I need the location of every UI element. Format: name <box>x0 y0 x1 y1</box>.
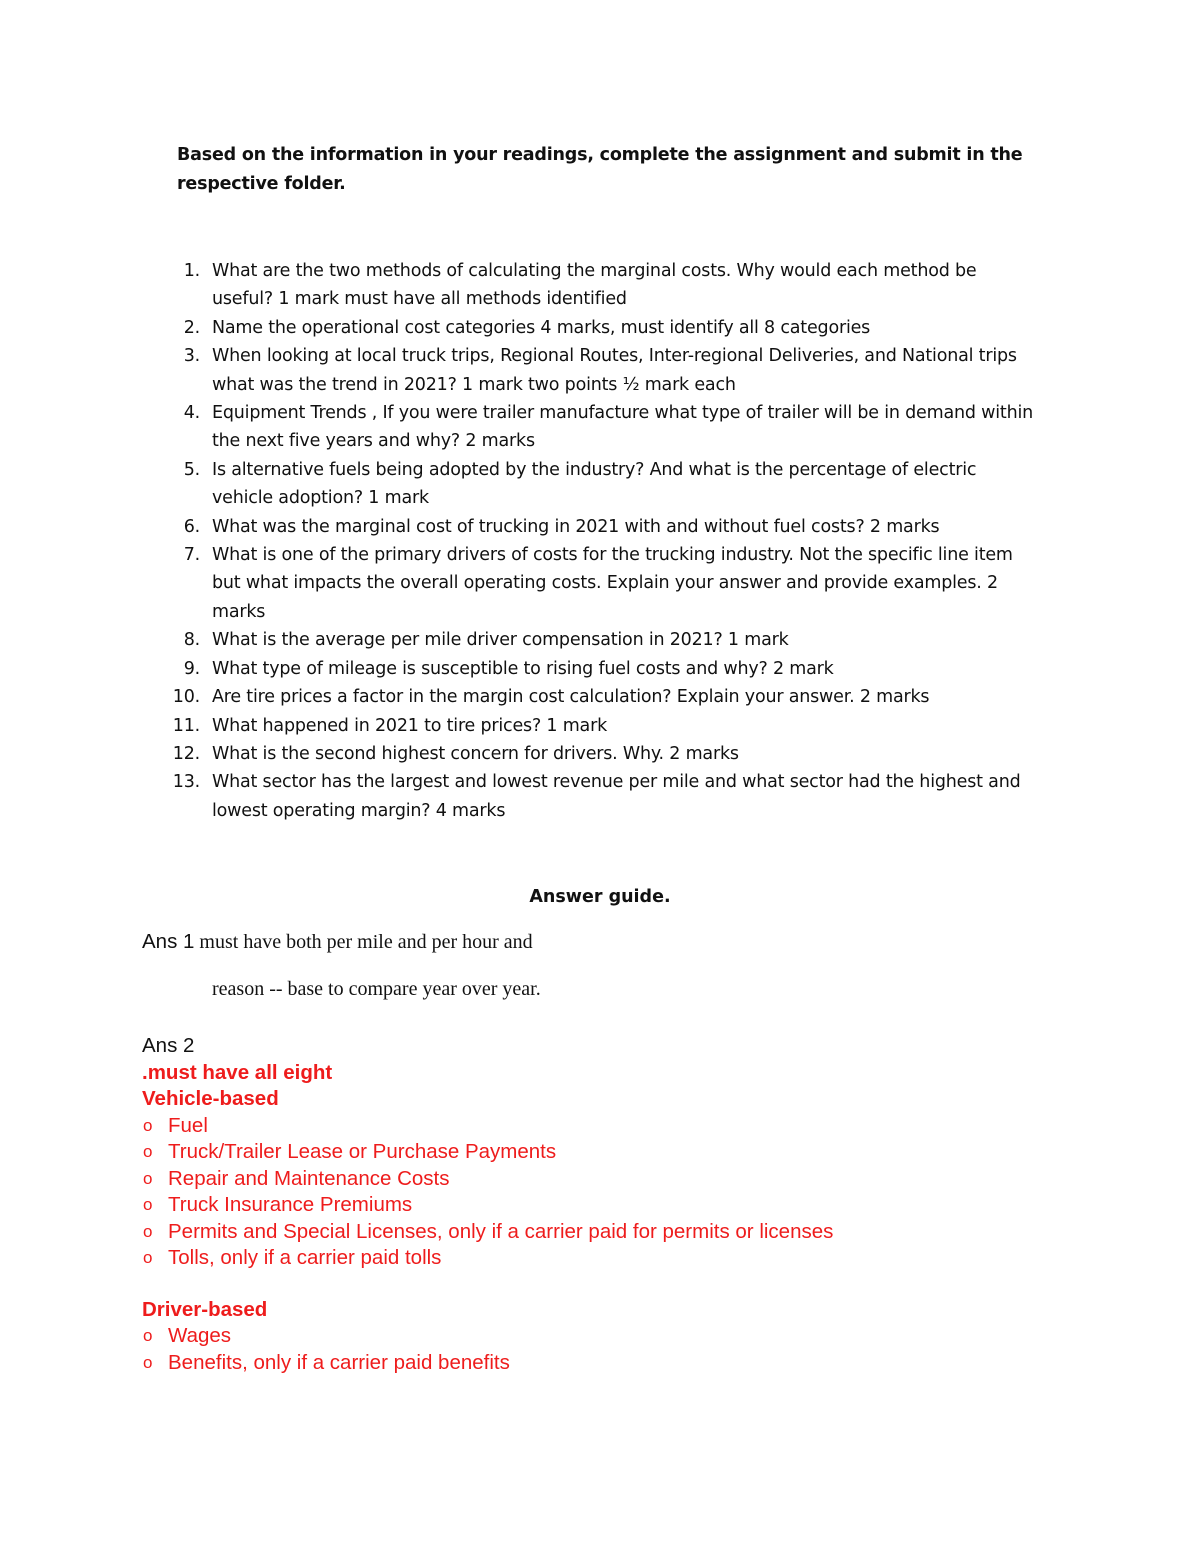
question-item <box>150 768 1040 825</box>
question-text: What happened in 2021 to tire prices? 1 mark <box>212 715 607 736</box>
section-spacer <box>142 1272 1122 1297</box>
bullet-icon: o <box>143 1168 153 1188</box>
answer-1 <box>142 930 533 954</box>
bullet-icon: o <box>143 1142 153 1161</box>
list-item-text: Fuel <box>168 1113 208 1137</box>
question-item <box>150 683 1040 711</box>
question-text: Are tire prices a factor in the margin cost calculation? Explain your answer. 2 marks <box>212 687 930 708</box>
list-item-text: Truck/Trailer Lease or Purchase Payments <box>168 1140 557 1163</box>
question-text: What are the two methods of calculating the marginal costs. Why would each method be useful? 1 mark must have all methods identified <box>212 261 977 310</box>
question-text: What sector has the largest and lowest revenue per mile and what sector had the highest and lowest operating margin? 4 marks <box>212 772 1021 821</box>
driver-based-list <box>142 1323 1122 1376</box>
question-item <box>150 712 1040 740</box>
question-text: What is the average per mile driver compensation in 2021? 1 mark <box>212 630 789 651</box>
answer-1-reason: reason -- base to compare year over year. <box>212 978 541 1000</box>
question-item <box>150 314 1040 342</box>
question-number: 2. <box>183 317 200 338</box>
question-number: 5. <box>183 459 200 480</box>
question-list <box>150 257 1040 825</box>
question-item <box>150 513 1040 541</box>
list-item-text: Permits and Special Licenses, only if a carrier paid for permits or licenses <box>168 1219 834 1243</box>
question-number: 11. <box>172 715 200 736</box>
question-number: 9. <box>183 658 200 679</box>
list-item <box>142 1113 1122 1140</box>
answer-guide-title: Answer guide. <box>529 887 671 907</box>
question-number: 4. <box>183 403 200 424</box>
question-number: 7. <box>183 545 200 566</box>
question-number: 12. <box>172 743 200 764</box>
question-number: 6. <box>183 516 200 537</box>
question-number: 13. <box>172 772 200 793</box>
question-item <box>150 626 1040 654</box>
question-item <box>150 257 1040 314</box>
list-item-text: Wages <box>168 1324 232 1347</box>
vehicle-based-heading: Vehicle-based <box>142 1087 279 1110</box>
question-item <box>150 456 1040 513</box>
answer-2 <box>142 1033 1122 1376</box>
driver-based-heading: Driver-based <box>142 1297 268 1321</box>
question-text: Is alternative fuels being adopted by the industry? And what is the percentage of electric vehicle adoption? 1 mark <box>212 459 977 509</box>
list-item <box>142 1219 1122 1246</box>
question-text: Name the operational cost categories 4 marks, must identify all 8 categories <box>212 317 871 338</box>
list-item-text: Benefits, only if a carrier paid benefits <box>168 1350 510 1374</box>
question-text: What type of mileage is susceptible to rising fuel costs and why? 2 mark <box>212 658 834 679</box>
bullet-icon: o <box>143 1195 153 1214</box>
question-text: Equipment Trends , If you were trailer manufacture what type of trailer will be in demand within the next five years and why? 2 marks <box>212 403 1034 452</box>
question-text: What is the second highest concern for drivers. Why. 2 marks <box>212 743 739 764</box>
bullet-icon: o <box>143 1115 153 1135</box>
list-item-text: Truck Insurance Premiums <box>168 1193 413 1216</box>
bullet-icon: o <box>143 1352 153 1372</box>
question-item <box>150 399 1040 456</box>
question-number: 3. <box>183 346 200 367</box>
bullet-icon: o <box>143 1326 153 1345</box>
answer-2-note: .must have all eight <box>142 1060 333 1084</box>
list-item <box>142 1350 1122 1377</box>
list-item <box>142 1192 1122 1219</box>
bullet-icon: o <box>143 1248 153 1267</box>
vehicle-based-list <box>142 1113 1122 1272</box>
list-item-text: Tolls, only if a carrier paid tolls <box>168 1246 442 1269</box>
question-number: 8. <box>183 630 200 651</box>
list-item <box>142 1139 1122 1166</box>
bullet-icon: o <box>143 1221 153 1241</box>
list-item <box>142 1245 1122 1272</box>
question-text: What was the marginal cost of trucking in 2021 with and without fuel costs? 2 marks <box>212 516 940 537</box>
question-item <box>150 740 1040 768</box>
answer-1-text: must have both per mile and per hour and <box>194 931 533 953</box>
question-number: 1. <box>183 261 200 281</box>
question-text: What is one of the primary drivers of costs for the trucking industry. Not the specific line item but what impacts the overall operating costs. Explain your answer and provide examples. 2 marks <box>212 545 1013 622</box>
question-text: When looking at local truck trips, Regional Routes, Inter-regional Deliveries, and National trips what was the trend in 2021? 1 mark two points ½ mark each <box>212 346 1017 395</box>
list-item <box>142 1323 1122 1350</box>
question-item <box>150 655 1040 683</box>
answer-1-label: Ans 1 <box>142 930 195 953</box>
question-item <box>150 541 1040 626</box>
list-item-text: Repair and Maintenance Costs <box>168 1166 450 1190</box>
assignment-instructions: Based on the information in your readings, complete the assignment and submit in the respective folder. <box>177 145 1023 194</box>
list-item <box>142 1166 1122 1193</box>
question-item <box>150 342 1040 399</box>
question-number: 10. <box>172 687 200 708</box>
answer-2-label: Ans 2 <box>142 1034 195 1057</box>
